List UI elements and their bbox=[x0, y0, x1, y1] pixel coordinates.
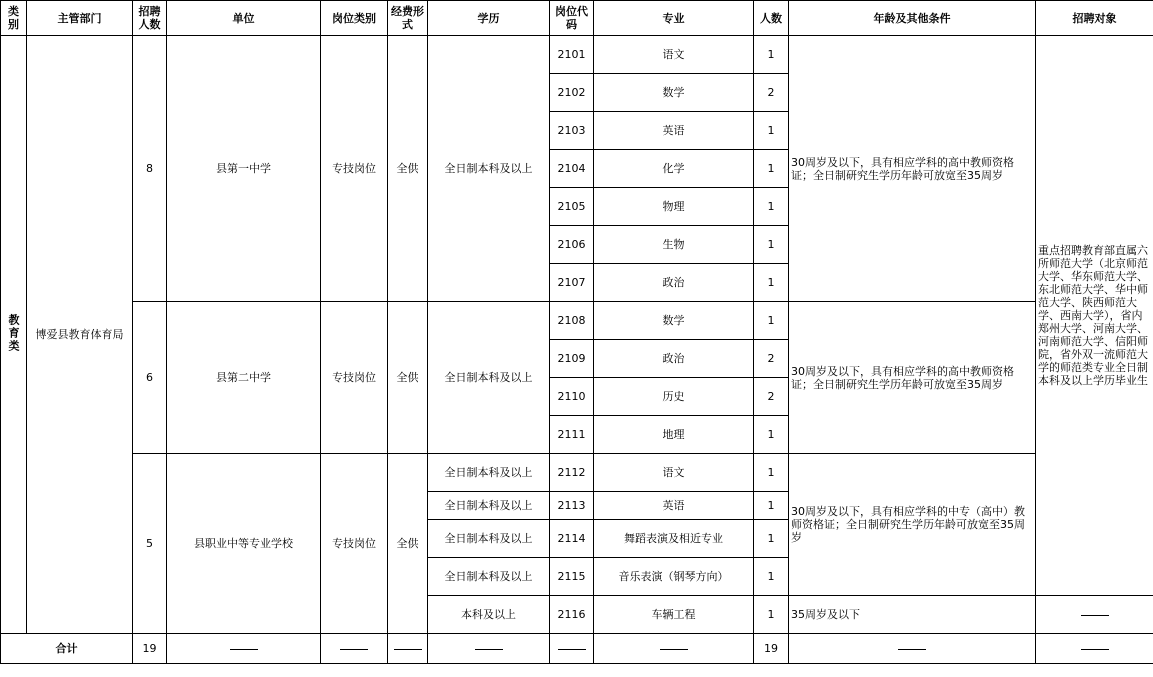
people-cell: 2 bbox=[754, 74, 789, 112]
unit-count-cell: 5 bbox=[133, 454, 167, 634]
people-cell: 1 bbox=[754, 454, 789, 492]
target-dash-cell bbox=[1036, 596, 1153, 634]
condition-cell: 30周岁及以下，具有相应学科的高中教师资格证；全日制研究生学历年龄可放宽至35周岁 bbox=[789, 302, 1036, 454]
major-cell: 生物 bbox=[594, 226, 754, 264]
post-code-dash-cell bbox=[550, 634, 594, 664]
total-row bbox=[1, 634, 1153, 664]
dash-mark bbox=[230, 649, 258, 650]
major-cell: 音乐表演（钢琴方向） bbox=[594, 558, 754, 596]
post-type-cell: 专技岗位 bbox=[321, 36, 388, 302]
dash-mark bbox=[558, 649, 586, 650]
target-cell: 重点招聘教育部直属六所师范大学（北京师范大学、华东师范大学、东北师范大学、华中师范大学、陕西师范大学、西南大学），省内郑州大学、河南大学、河南师范大学、信阳师院，省外双一流师范大学的师范类专业全日制本科及以上学历毕业生 bbox=[1036, 36, 1153, 596]
header-people: 人数 bbox=[754, 1, 789, 36]
total-people-cell: 19 bbox=[754, 634, 789, 664]
unit-name-cell: 县职业中等专业学校 bbox=[167, 454, 321, 634]
dash-mark bbox=[340, 649, 368, 650]
post-code-cell: 2110 bbox=[550, 378, 594, 416]
post-code-cell: 2108 bbox=[550, 302, 594, 340]
post-code-cell: 2114 bbox=[550, 520, 594, 558]
category-label: 教育类 bbox=[7, 313, 20, 353]
dash-mark bbox=[660, 649, 688, 650]
major-cell: 数学 bbox=[594, 302, 754, 340]
major-cell: 语文 bbox=[594, 454, 754, 492]
post-code-cell: 2109 bbox=[550, 340, 594, 378]
post-code-cell: 2107 bbox=[550, 264, 594, 302]
unit-count-cell: 8 bbox=[133, 36, 167, 302]
dash-mark bbox=[898, 649, 926, 650]
table-row bbox=[1, 302, 1153, 340]
category-cell bbox=[1, 36, 27, 634]
people-cell: 1 bbox=[754, 492, 789, 520]
post-type-cell: 专技岗位 bbox=[321, 302, 388, 454]
people-cell: 1 bbox=[754, 416, 789, 454]
total-count-cell: 19 bbox=[133, 634, 167, 664]
people-cell: 1 bbox=[754, 150, 789, 188]
dash-mark bbox=[394, 649, 422, 650]
post-code-cell: 2116 bbox=[550, 596, 594, 634]
major-cell: 车辆工程 bbox=[594, 596, 754, 634]
post-code-cell: 2112 bbox=[550, 454, 594, 492]
unit-name-cell: 县第二中学 bbox=[167, 302, 321, 454]
people-cell: 1 bbox=[754, 112, 789, 150]
header-row bbox=[1, 1, 1153, 36]
major-cell: 物理 bbox=[594, 188, 754, 226]
major-cell: 地理 bbox=[594, 416, 754, 454]
funding-cell: 全供 bbox=[388, 454, 428, 634]
post-code-cell: 2103 bbox=[550, 112, 594, 150]
education-cell: 全日制本科及以上 bbox=[428, 492, 550, 520]
education-cell: 全日制本科及以上 bbox=[428, 36, 550, 302]
education-cell: 全日制本科及以上 bbox=[428, 302, 550, 454]
people-cell: 2 bbox=[754, 378, 789, 416]
table-row bbox=[1, 454, 1153, 492]
header-post-code: 岗位代码 bbox=[550, 1, 594, 36]
post-code-cell: 2104 bbox=[550, 150, 594, 188]
header-unit: 单位 bbox=[167, 1, 321, 36]
table-row bbox=[1, 36, 1153, 74]
funding-cell: 全供 bbox=[388, 302, 428, 454]
people-cell: 1 bbox=[754, 188, 789, 226]
funding-cell: 全供 bbox=[388, 36, 428, 302]
dash-mark bbox=[1081, 649, 1109, 650]
post-code-cell: 2106 bbox=[550, 226, 594, 264]
header-target: 招聘对象 bbox=[1036, 1, 1153, 36]
major-cell: 化学 bbox=[594, 150, 754, 188]
education-cell: 全日制本科及以上 bbox=[428, 520, 550, 558]
people-cell: 1 bbox=[754, 36, 789, 74]
header-dept: 主管部门 bbox=[27, 1, 133, 36]
unit-name-cell: 县第一中学 bbox=[167, 36, 321, 302]
header-major: 专业 bbox=[594, 1, 754, 36]
post-type-dash-cell bbox=[321, 634, 388, 664]
major-cell: 政治 bbox=[594, 340, 754, 378]
condition-cell: 30周岁及以下，具有相应学科的中专（高中）教师资格证；全日制研究生学历年龄可放宽至35周岁 bbox=[789, 454, 1036, 596]
post-code-cell: 2101 bbox=[550, 36, 594, 74]
header-recruit-count: 招聘人数 bbox=[133, 1, 167, 36]
education-dash-cell bbox=[428, 634, 550, 664]
post-type-cell: 专技岗位 bbox=[321, 454, 388, 634]
people-cell: 1 bbox=[754, 520, 789, 558]
major-cell: 语文 bbox=[594, 36, 754, 74]
target-dash-cell bbox=[1036, 634, 1153, 664]
people-cell: 1 bbox=[754, 264, 789, 302]
unit-count-cell: 6 bbox=[133, 302, 167, 454]
header-funding: 经费形式 bbox=[388, 1, 428, 36]
post-code-cell: 2111 bbox=[550, 416, 594, 454]
education-cell: 本科及以上 bbox=[428, 596, 550, 634]
major-cell: 政治 bbox=[594, 264, 754, 302]
dash-mark bbox=[1081, 615, 1109, 616]
dash-mark bbox=[475, 649, 503, 650]
header-conditions: 年龄及其他条件 bbox=[789, 1, 1036, 36]
department-cell: 博爱县教育体育局 bbox=[27, 36, 133, 634]
header-education: 学历 bbox=[428, 1, 550, 36]
major-cell: 舞蹈表演及相近专业 bbox=[594, 520, 754, 558]
table-body bbox=[1, 36, 1153, 664]
funding-dash-cell bbox=[388, 634, 428, 664]
people-cell: 2 bbox=[754, 340, 789, 378]
people-cell: 1 bbox=[754, 596, 789, 634]
post-code-cell: 2113 bbox=[550, 492, 594, 520]
major-cell: 数学 bbox=[594, 74, 754, 112]
major-cell: 英语 bbox=[594, 112, 754, 150]
post-code-cell: 2102 bbox=[550, 74, 594, 112]
people-cell: 1 bbox=[754, 226, 789, 264]
post-code-cell: 2115 bbox=[550, 558, 594, 596]
header-category: 类别 bbox=[1, 1, 27, 36]
header-post-type: 岗位类别 bbox=[321, 1, 388, 36]
people-cell: 1 bbox=[754, 558, 789, 596]
education-cell: 全日制本科及以上 bbox=[428, 558, 550, 596]
major-cell: 历史 bbox=[594, 378, 754, 416]
major-dash-cell bbox=[594, 634, 754, 664]
condition-cell: 35周岁及以下 bbox=[789, 596, 1036, 634]
condition-dash-cell bbox=[789, 634, 1036, 664]
post-code-cell: 2105 bbox=[550, 188, 594, 226]
education-cell: 全日制本科及以上 bbox=[428, 454, 550, 492]
total-label-cell: 合计 bbox=[1, 634, 133, 664]
major-cell: 英语 bbox=[594, 492, 754, 520]
unit-dash-cell bbox=[167, 634, 321, 664]
people-cell: 1 bbox=[754, 302, 789, 340]
condition-cell: 30周岁及以下，具有相应学科的高中教师资格证；全日制研究生学历年龄可放宽至35周岁 bbox=[789, 36, 1036, 302]
